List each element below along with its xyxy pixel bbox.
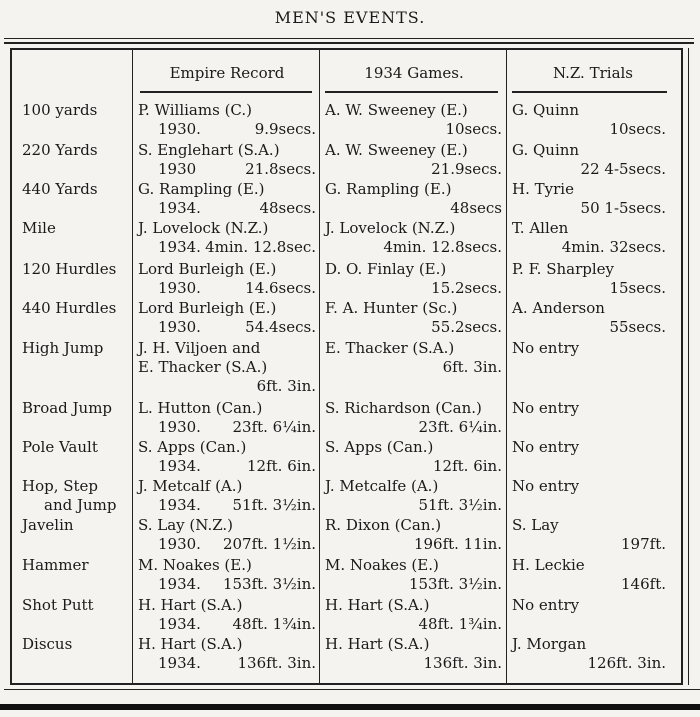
games-result-cell: [325, 339, 502, 377]
games-result-cell: [325, 180, 502, 218]
record-line: [138, 120, 316, 139]
record-year: 1934.: [158, 496, 201, 514]
record-mark: 9.9secs.: [254, 120, 316, 138]
athlete-name: L. Hutton (Can.): [138, 399, 263, 417]
nz-trials-cell: [512, 556, 666, 594]
result-mark: 48ft. 1¾in.: [418, 615, 502, 633]
bottom-rule-thick: [0, 704, 700, 710]
result-mark: 55.2secs.: [431, 318, 502, 336]
frame-right-edge: [688, 48, 689, 685]
column-divider-2: [319, 48, 320, 683]
record-mark: 207ft. 1½in.: [222, 535, 316, 553]
column-header-games: 1934 Games.: [364, 64, 464, 82]
record-line: [138, 318, 316, 337]
empire-record-cell: [138, 141, 316, 179]
top-rule-thick: [4, 42, 694, 44]
record-year: 1930.: [158, 535, 201, 553]
result-mark: 153ft. 3½in.: [408, 575, 502, 593]
event-label: 440 Yards: [22, 180, 98, 198]
athlete-name-2: E. Thacker (S.A.): [138, 358, 268, 376]
nz-trials-cell: [512, 180, 666, 218]
event-label: Discus: [22, 635, 73, 653]
athlete-name: S. Englehart (S.A.): [138, 141, 280, 159]
games-result-cell: [325, 299, 502, 337]
nz-trials-cell: [512, 299, 666, 337]
athlete-name: D. O. Finlay (E.): [325, 260, 447, 278]
result-mark: 196ft. 11in.: [413, 535, 502, 553]
record-line: [138, 279, 316, 298]
nz-trials-cell: [512, 438, 666, 457]
athlete-name: S. Richardson (Can.): [325, 399, 482, 417]
athlete-name: M. Noakes (E.): [325, 556, 439, 574]
athlete-name: No entry: [512, 477, 580, 495]
empire-record-cell: [138, 299, 316, 337]
record-mark: 23ft. 6¼in.: [232, 418, 316, 436]
games-result-cell: [325, 260, 502, 298]
games-result-cell: [325, 516, 502, 554]
record-line: [138, 535, 316, 554]
empire-record-cell: [138, 516, 316, 554]
event-label: 440 Hurdles: [22, 299, 117, 317]
record-mark: 21.8secs.: [245, 160, 316, 178]
athlete-name: H. Hart (S.A.): [138, 596, 243, 614]
record-year: 1934.: [158, 238, 201, 256]
athlete-name: J. Lovelock (N.Z.): [325, 219, 456, 237]
athlete-name: H. Hart (S.A.): [138, 635, 243, 653]
column-header-nz: N.Z. Trials: [552, 64, 634, 82]
nz-trials-cell: [512, 399, 666, 418]
record-line: [138, 615, 316, 634]
athlete-name: G. Quinn: [512, 101, 580, 119]
athlete-name: No entry: [512, 438, 580, 456]
athlete-name: J. H. Viljoen and: [138, 339, 261, 357]
result-mark: 10secs.: [609, 120, 666, 138]
nz-trials-cell: [512, 141, 666, 179]
games-result-cell: [325, 101, 502, 139]
record-mark: 54.4secs.: [245, 318, 316, 336]
empire-record-cell: [138, 339, 316, 396]
result-mark: 136ft. 3in.: [423, 654, 502, 672]
athlete-name: S. Lay (N.Z.): [138, 516, 233, 534]
record-line: [138, 199, 316, 218]
result-mark: 4min. 12.8secs.: [383, 238, 502, 256]
record-year: 1934.: [158, 654, 201, 672]
games-header-rule: [325, 91, 498, 93]
empire-header-rule: [140, 91, 312, 93]
result-mark: 126ft. 3in.: [587, 654, 666, 672]
athlete-name: S. Lay: [512, 516, 559, 534]
record-mark: 48ft. 1¾in.: [232, 615, 316, 633]
result-mark: 146ft.: [621, 575, 666, 593]
event-label: 100 yards: [22, 101, 98, 119]
athlete-name: G. Quinn: [512, 141, 580, 159]
result-mark: 50 1-5secs.: [580, 199, 666, 217]
record-mark: 12ft. 6in.: [247, 457, 316, 475]
record-mark: 4min. 12.8sec.: [205, 238, 316, 256]
result-mark: 15.2secs.: [431, 279, 502, 297]
nz-trials-cell: [512, 339, 666, 358]
result-mark: 197ft.: [621, 535, 666, 553]
nz-trials-cell: [512, 260, 666, 298]
athlete-name: H. Leckie: [512, 556, 585, 574]
record-mark: 14.6secs.: [245, 279, 316, 297]
record-year: 1930: [158, 160, 197, 178]
record-line: [138, 238, 316, 257]
games-result-cell: [325, 635, 502, 673]
top-rule-thin: [4, 38, 694, 39]
empire-record-cell: [138, 438, 316, 476]
event-label: Broad Jump: [22, 399, 113, 417]
athlete-name: H. Tyrie: [512, 180, 574, 198]
record-year: 1930.: [158, 279, 201, 297]
empire-record-cell: [138, 260, 316, 298]
athlete-name: J. Metcalfe (A.): [325, 477, 439, 495]
event-label-line2: and Jump: [44, 496, 117, 514]
column-divider-3: [506, 48, 507, 683]
record-year: 1934.: [158, 199, 201, 217]
column-header-empire: Empire Record: [169, 64, 285, 82]
result-mark: 22 4-5secs.: [580, 160, 666, 178]
games-result-cell: [325, 556, 502, 594]
games-result-cell: [325, 219, 502, 257]
event-label: Javelin: [22, 516, 74, 534]
result-mark: 12ft. 6in.: [433, 457, 502, 475]
empire-record-cell: [138, 219, 316, 257]
nz-trials-cell: [512, 596, 666, 615]
games-result-cell: [325, 141, 502, 179]
record-year: 1930.: [158, 418, 201, 436]
event-label: Hop, Step: [22, 477, 99, 495]
empire-record-cell: [138, 399, 316, 437]
result-mark: 21.9secs.: [431, 160, 502, 178]
event-label: Mile: [22, 219, 56, 237]
athlete-name: J. Metcalf (A.): [138, 477, 243, 495]
record-line: [138, 654, 316, 673]
nz-trials-cell: [512, 635, 666, 673]
record-year: 1934.: [158, 457, 201, 475]
athlete-name: S. Apps (Can.): [325, 438, 434, 456]
athlete-name: R. Dixon (Can.): [325, 516, 442, 534]
event-label: High Jump: [22, 339, 104, 357]
athlete-name: No entry: [512, 339, 580, 357]
record-mark: 48secs.: [259, 199, 316, 217]
athlete-name: Lord Burleigh (E.): [138, 260, 277, 278]
games-result-cell: [325, 477, 502, 515]
empire-record-cell: [138, 556, 316, 594]
record-year: 1930.: [158, 318, 201, 336]
result-mark: 10secs.: [445, 120, 502, 138]
result-mark: 6ft. 3in.: [442, 358, 502, 376]
empire-record-cell: [138, 635, 316, 673]
athlete-name: No entry: [512, 399, 580, 417]
nz-trials-cell: [512, 477, 666, 496]
nz-header-rule: [512, 91, 667, 93]
result-mark: 15secs.: [609, 279, 666, 297]
games-result-cell: [325, 596, 502, 634]
athlete-name: A. W. Sweeney (E.): [325, 101, 468, 119]
athlete-name: P. Williams (C.): [138, 101, 252, 119]
nz-trials-cell: [512, 516, 666, 554]
event-label: Pole Vault: [22, 438, 98, 456]
athlete-name: M. Noakes (E.): [138, 556, 252, 574]
result-mark: 48secs: [450, 199, 502, 217]
result-mark: 55secs.: [609, 318, 666, 336]
record-mark: 153ft. 3½in.: [222, 575, 316, 593]
record-line: [138, 575, 316, 594]
record-line: [138, 418, 316, 437]
athlete-name: A. W. Sweeney (E.): [325, 141, 468, 159]
record-line: [138, 496, 316, 515]
athlete-name: S. Apps (Can.): [138, 438, 247, 456]
record-mark: 51ft. 3½in.: [232, 496, 316, 514]
athlete-name: Lord Burleigh (E.): [138, 299, 277, 317]
event-label: 220 Yards: [22, 141, 98, 159]
record-mark: 6ft. 3in.: [256, 377, 316, 395]
page-title: MEN'S EVENTS.: [274, 8, 426, 27]
athlete-name: P. F. Sharpley: [512, 260, 614, 278]
empire-record-cell: [138, 101, 316, 139]
record-year: 1934.: [158, 575, 201, 593]
column-divider-1: [132, 48, 133, 683]
event-label: Hammer: [22, 556, 89, 574]
athlete-name: No entry: [512, 596, 580, 614]
record-mark: 136ft. 3in.: [237, 654, 316, 672]
result-mark: 23ft. 6¼in.: [418, 418, 502, 436]
games-result-cell: [325, 399, 502, 437]
athlete-name: G. Rampling (E.): [325, 180, 452, 198]
record-year: 1930.: [158, 120, 201, 138]
athlete-name: G. Rampling (E.): [138, 180, 265, 198]
empire-record-cell: [138, 477, 316, 515]
nz-trials-cell: [512, 101, 666, 139]
athlete-name: E. Thacker (S.A.): [325, 339, 455, 357]
athlete-name: F. A. Hunter (Sc.): [325, 299, 458, 317]
event-label: 120 Hurdles: [22, 260, 117, 278]
record-line: [138, 160, 316, 179]
athlete-name: H. Hart (S.A.): [325, 635, 430, 653]
result-mark: 4min. 32secs.: [561, 238, 666, 256]
empire-record-cell: [138, 180, 316, 218]
athlete-name: J. Morgan: [512, 635, 587, 653]
games-result-cell: [325, 438, 502, 476]
empire-record-cell: [138, 596, 316, 634]
nz-trials-cell: [512, 219, 666, 257]
result-mark: 51ft. 3½in.: [418, 496, 502, 514]
record-line: [138, 457, 316, 476]
bottom-rule-thin: [4, 689, 700, 690]
athlete-name: H. Hart (S.A.): [325, 596, 430, 614]
event-label: Shot Putt: [22, 596, 94, 614]
athlete-name: A. Anderson: [512, 299, 605, 317]
athlete-name: J. Lovelock (N.Z.): [138, 219, 269, 237]
athlete-name: T. Allen: [512, 219, 569, 237]
record-year: 1934.: [158, 615, 201, 633]
